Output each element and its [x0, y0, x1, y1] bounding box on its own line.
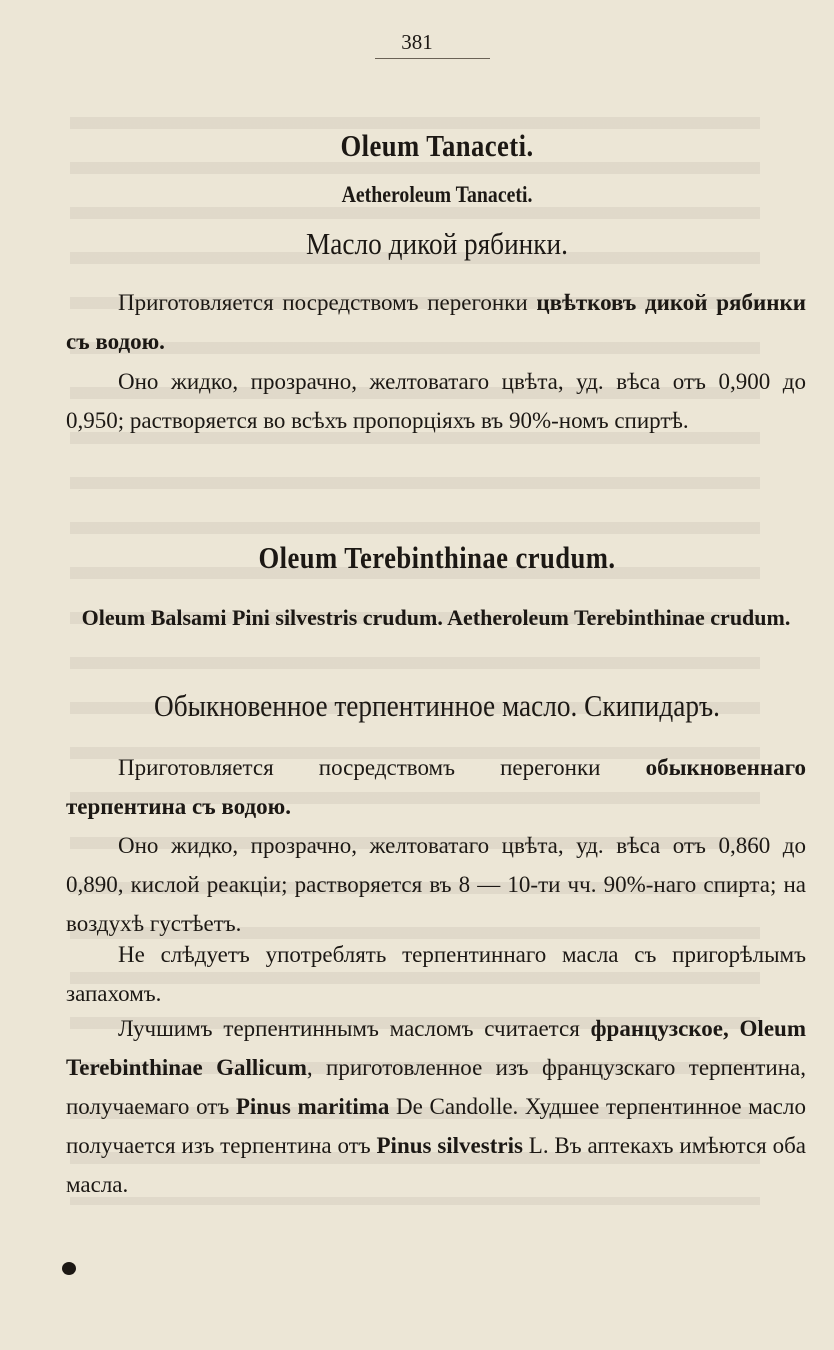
preparation-text: Приготовляется посредствомъ перегонки: [118, 290, 537, 315]
pinus-silvestris: Pinus silvestris: [376, 1133, 523, 1158]
preparation-paragraph-2: [66, 748, 806, 826]
best-text-2: , приготовленное изъ французскаго терпентина, получаемаго отъ: [66, 1055, 806, 1119]
best-text-1: Лучшимъ терпентиннымъ масломъ считается: [118, 1016, 591, 1041]
preparation-bold: цвѣтковъ дикой рябинки съ водою.: [66, 290, 806, 354]
best-oil-paragraph: [66, 1009, 806, 1204]
best-text-3: De Candolle. Худшее терпентинное масло получается изъ терпентина отъ: [66, 1094, 806, 1158]
section-title-oleum-terebinthinae: Oleum Terebinthinae crudum.: [258, 540, 616, 575]
preparation-paragraph: [66, 283, 806, 361]
preparation-bold-2: обыкновеннаго терпентина съ водою.: [66, 755, 806, 819]
russian-name: Масло дикой рябинки.: [306, 226, 568, 261]
latin-synonym: Aetheroleum Tanaceti.: [341, 182, 533, 207]
pinus-maritima: Pinus maritima: [235, 1094, 390, 1119]
best-text-4: L. Въ аптекахъ имѣются оба масла.: [66, 1133, 806, 1197]
description-paragraph-2: Оно жидко, прозрачно, желтоватаго цвѣта, уд. вѣса отъ 0,860 до 0,890, кислой реакціи; растворяется въ 8 — 10-ти чч. 90%-наго спирта; на воздухѣ густѣетъ.: [66, 833, 806, 936]
ink-blot: [62, 1262, 76, 1275]
warning-paragraph: Не слѣдуетъ употреблять терпентиннаго масла съ пригорѣлымъ запахомъ.: [66, 942, 806, 1006]
best-latin-name: Oleum Terebinthinae Gallicum: [66, 1016, 806, 1080]
best-french: французское,: [590, 1016, 729, 1041]
description-paragraph: Оно жидко, прозрачно, желтоватаго цвѣта, уд. вѣса отъ 0,900 до 0,950; растворяется во всѣхъ пропорціяхъ въ 90%-номъ спиртѣ.: [66, 369, 806, 433]
page-number-rule: [375, 58, 490, 59]
preparation-text-2: Приготовляется посредствомъ перегонки: [118, 755, 646, 780]
section-title-oleum-tanaceti: Oleum Tanaceti.: [340, 128, 534, 163]
russian-name-2: Обыкновенное терпентинное масло. Скипидаръ.: [154, 688, 720, 723]
page-number: 381: [401, 30, 433, 54]
latin-synonyms: Oleum Balsami Pini silvestris crudum. Aetheroleum Terebinthinae crudum.: [81, 605, 791, 630]
